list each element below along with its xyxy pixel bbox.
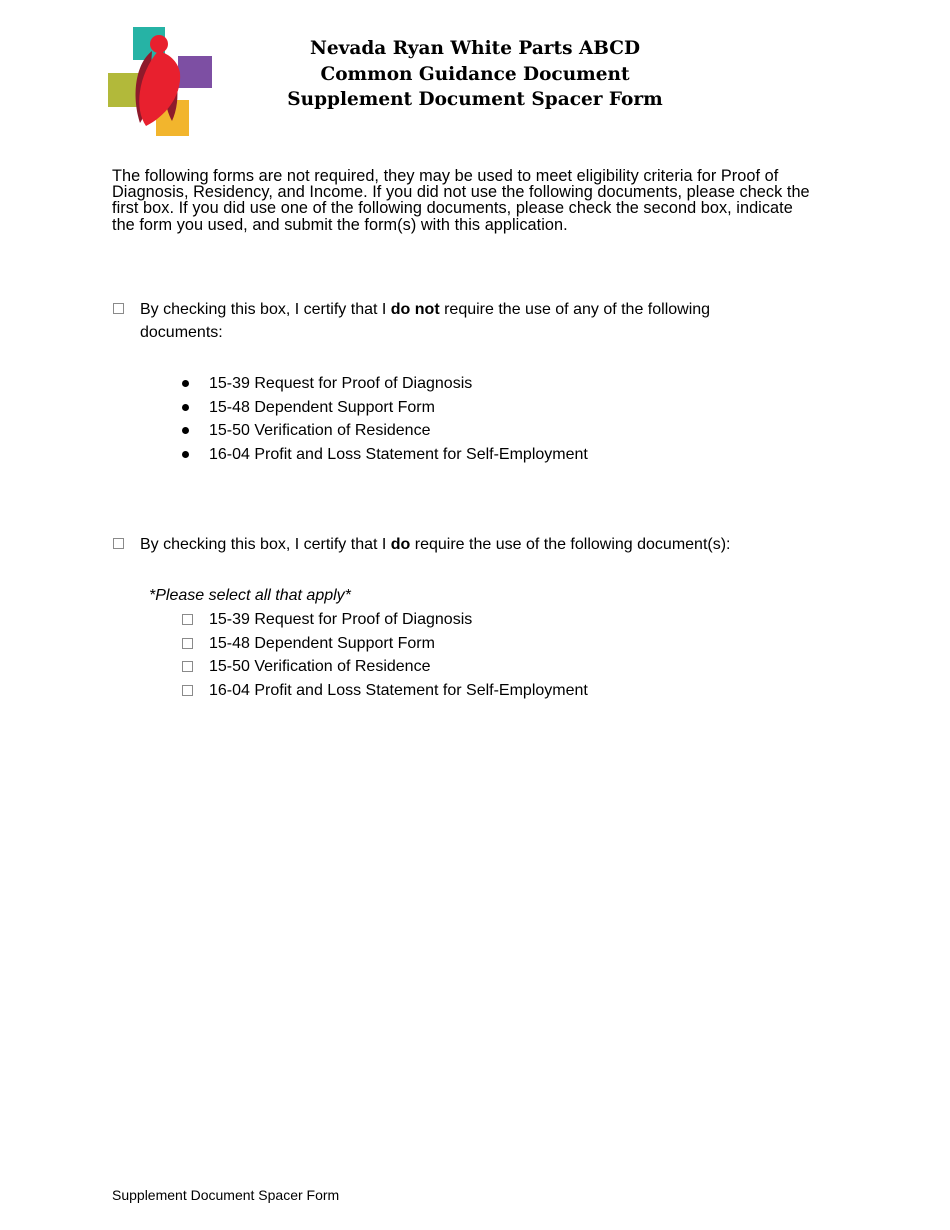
document-label: 15-39 Request for Proof of Diagnosis <box>209 375 473 392</box>
required-document-list <box>182 608 588 702</box>
program-logo <box>108 27 214 139</box>
document-label: 15-48 Dependent Support Form <box>209 634 435 652</box>
bullet-icon <box>182 427 189 434</box>
select-instruction: *Please select all that apply* <box>149 587 351 604</box>
list-item <box>180 372 588 396</box>
logo-head <box>150 35 168 53</box>
not-required-statement <box>140 298 790 344</box>
document-label: 15-39 Request for Proof of Diagnosis <box>209 611 473 628</box>
document-option[interactable] <box>182 679 588 703</box>
page-title <box>250 36 700 113</box>
intro-line: the form you used, and submit the form(s) with this application. <box>112 215 568 234</box>
intro-line: first box. If you did use one of the following documents, please check the second box, indicate <box>112 199 793 218</box>
page-footer: Supplement Document Spacer Form <box>112 1187 340 1203</box>
statement-emphasis: do <box>390 536 411 553</box>
document-label: 15-50 Verification of Residence <box>209 422 431 440</box>
document-option[interactable] <box>182 655 588 679</box>
statement-text: require the use of the following document(s): <box>410 536 731 553</box>
statement-text-continued: documents: <box>140 324 223 341</box>
document-label: 15-48 Dependent Support Form <box>209 398 435 416</box>
statement-emphasis: do not <box>390 301 440 318</box>
document-label: 16-04 Profit and Loss Statement for Self-Employment <box>209 446 588 464</box>
document-checkbox[interactable] <box>182 614 193 625</box>
list-item <box>180 396 588 420</box>
statement-text: By checking this box, I certify that I <box>140 301 391 318</box>
list-item <box>180 443 588 467</box>
bullet-icon <box>182 404 189 411</box>
bullet-icon <box>182 451 189 458</box>
document-option[interactable] <box>182 632 588 656</box>
document-label: 16-04 Profit and Loss Statement for Self-Employment <box>209 681 588 699</box>
required-checkbox[interactable] <box>113 538 124 549</box>
document-checkbox[interactable] <box>182 661 193 672</box>
intro-line: The following forms are not required, they may be used to meet eligibility criteria for Proof of <box>112 167 779 185</box>
title-line-2: Common Guidance Document <box>320 63 630 85</box>
title-line-1: Nevada Ryan White Parts ABCD <box>309 38 641 59</box>
list-item <box>180 419 588 443</box>
not-required-document-list <box>180 372 588 467</box>
statement-text: require the use of any of the following <box>439 301 711 318</box>
intro-paragraph <box>112 168 847 233</box>
bullet-icon <box>182 380 189 387</box>
title-line-3: Supplement Document Spacer Form <box>287 89 663 110</box>
required-statement <box>140 533 731 556</box>
document-checkbox[interactable] <box>182 685 193 696</box>
statement-text: By checking this box, I certify that I <box>140 536 391 553</box>
document-option[interactable] <box>182 608 588 632</box>
document-label: 15-50 Verification of Residence <box>209 658 431 676</box>
document-checkbox[interactable] <box>182 638 193 649</box>
intro-line: Diagnosis, Residency, and Income. If you did not use the following documents, please check the <box>112 183 810 202</box>
not-required-checkbox[interactable] <box>113 303 124 314</box>
logo-purple-square <box>178 56 212 88</box>
